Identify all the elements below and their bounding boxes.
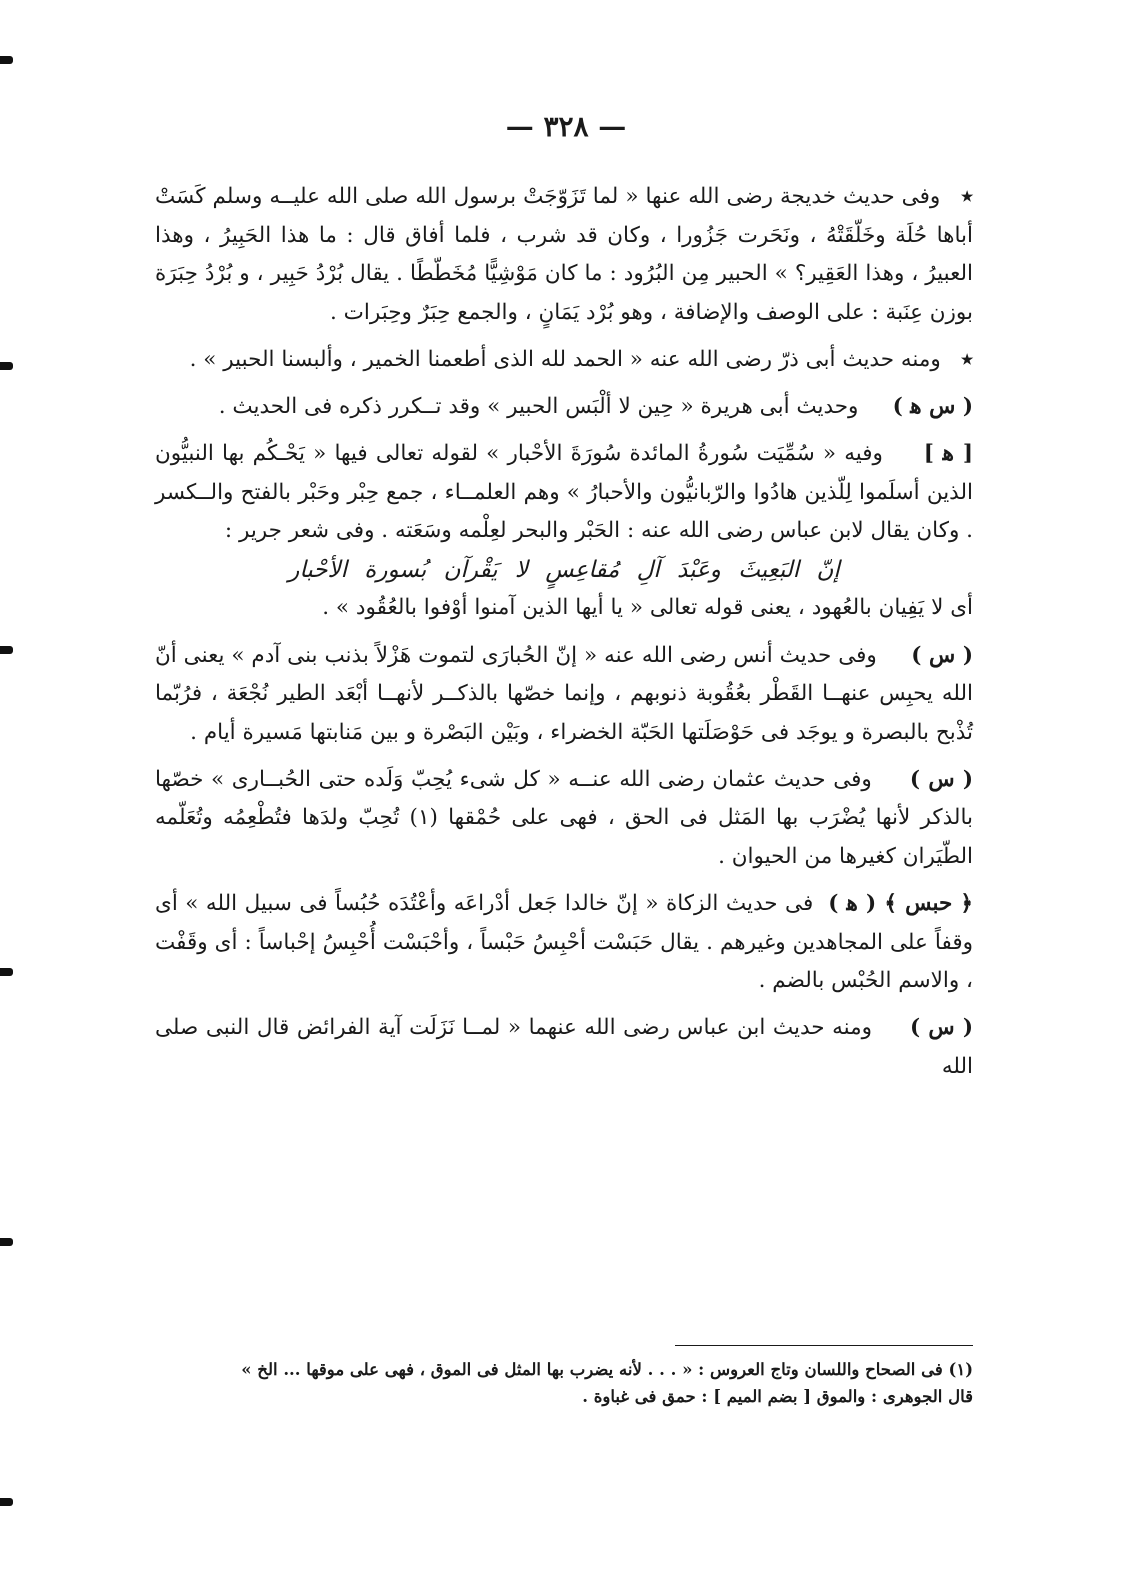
paragraph-text: وفى حديث خديجة رضى الله عنها « لما تَزَوّجَتْ برسول الله صلى الله عليــه وسلم كَسَتْ أباها حُلَة وخَلّقَتْهُ ، ونَحَرت جَزُورا ، وكان قد شرب ، فلما أفاق قال : ما هذا الحَبِيرُ ، وهذا العبيرُ ، وهذا العَقِير؟ » الحبير مِن البُرُود : ما كان مَوْشِيًّا مُخَطّطًا . يقال بُرْدُ حَبِير ، و بُرْدُ حِبَرَة بوزن عِنَبة : على الوصف والإضافة ، وهو بُرْد يَمَانٍ ، والجمع حِبَرٌ وحِبَرات .: [155, 184, 973, 325]
paragraph-ibn-abbas: [155, 1009, 973, 1086]
scan-edge-mark: [0, 1498, 13, 1506]
paragraph-text: ومنه حديث ابن عباس رضى الله عنهما « لمــا نَزَلَت آية الفرائض قال النبى صلى الله: [155, 1015, 973, 1079]
paragraph-marker: ( س ): [909, 766, 973, 792]
footnotes: [225, 1356, 973, 1410]
entry-habs: [155, 885, 973, 1001]
scan-edge-mark: [0, 362, 13, 370]
paragraph-text: فى حديث الزكاة « إنّ خالدا جَعل أدْراعَه وأعْتُدَه حُبُساً فى سبيل الله » أى وقفاً على المجاهدين وغيرهم . يقال حَبَسْت أحْبِسُ حَبْساً ، وأحْبَسْت أُحْبِسُ إحْباساً : أى وقَفْت ، والاسم الحُبْس بالضم .: [155, 891, 973, 994]
paragraph-anas: [155, 637, 973, 753]
paragraph-marker: ٭: [961, 346, 973, 372]
footnote-divider: [675, 1345, 973, 1346]
scan-edge-mark: [0, 646, 13, 654]
paragraph-abu-dhar: [155, 341, 973, 380]
paragraph-text: وفى حديث عثمان رضى الله عنــه « كل شىء يُحِبّ وَلَده حتى الحُبــارى » خصّها بالذكر لأنها يُضْرَب بها المَثل فى الحق ، فهى على حُمْقها (١) تُحِبّ ولدَها فتُطْعِمُه وتُعَلّمه الطّيَران كغيرها من الحيوان .: [155, 766, 973, 869]
main-text: [155, 178, 973, 1095]
footnote-line: (١) فى الصحاح واللسان وتاج العروس : « . . . لأنه يضرب بها المثل فى الموق ، فهى على موقها ... الخ »: [241, 1360, 973, 1379]
paragraph-surat-al-ahbar: [155, 435, 973, 551]
paragraph-text: وحديث أبى هريرة « حِين لا ألْبَس الحبير » وقد تــكرر ذكره فى الحديث .: [218, 393, 859, 419]
paragraph-text: ومنه حديث أبى ذرّ رضى الله عنه « الحمد لله الذى أطعمنا الخمير ، وألبسنا الحبير » .: [189, 346, 941, 372]
scan-edge-mark: [0, 1238, 13, 1246]
footnote-line: قال الجوهرى : والموق [ بضم الميم ] : حمق فى غباوة .: [582, 1387, 973, 1406]
entry-headword: ﴿ حبس ﴾ ( ﻫ ): [828, 891, 973, 917]
paragraph-abu-hurayra: [155, 388, 973, 427]
paragraph-uthman: [155, 761, 973, 877]
paragraph-marker: ( س ﻫ ): [892, 393, 973, 419]
scan-edge-mark: [0, 968, 13, 976]
paragraph-marker: [ ﻫ ]: [923, 441, 973, 467]
paragraph-text: وفى حديث أنس رضى الله عنه « إنّ الحُبارَى لتموت هَزْلاً بذنب بنى آدم » يعنى أنّ الله يحبِس عنهــا القَطْر بعُقُوبة ذنوبهم ، وإنما خصّها بالذكــر لأنهــا أبْعَد الطير نُجْعَة ، فرُبّما تُذْبح بالبصرة و يوجَد فى حَوْصَلَتها الحَبّة الخضراء ، وبَيْن البَصْرة و بين مَنابتها مَسيرة أيام .: [155, 642, 973, 745]
paragraph-marker: ٭: [961, 184, 973, 209]
paragraph-khadija: [155, 178, 973, 332]
paragraph-verse-explanation: أى لا يَفِيان بالعُهود ، يعنى قوله تعالى « يا أيها الذين آمنوا أوْفوا بالعُقُود » .: [322, 595, 973, 621]
scan-edge-mark: [0, 56, 13, 64]
page-number: — ٣٢٨ —: [505, 110, 627, 143]
poetry-verse: إنّ البَعِيثَ وعَبْدَ آلِ مُقاعِسٍ لا يَقْرآن بُسورة الأحْبار: [288, 556, 840, 583]
paragraph-marker: ( س ): [909, 1015, 974, 1041]
paragraph-text: وفيه « سُمِّيَت سُورةُ المائدة سُورَةَ الأحْبار » لقوله تعالى فيها « يَحْـكُم بها النبيُّون الذين أسلَموا لِلّذين هادُوا والرّبانيُّون والأحبارُ » وهم العلمــاء ، جمع حِبْر وحَبْر بالفتح والــكسر . وكان يقال لابن عباس رضى الله عنه : الحَبْر والبحر لعِلْمه وسَعَته . وفى شعر جرير :: [155, 441, 973, 544]
paragraph-marker: ( س ): [911, 642, 973, 668]
